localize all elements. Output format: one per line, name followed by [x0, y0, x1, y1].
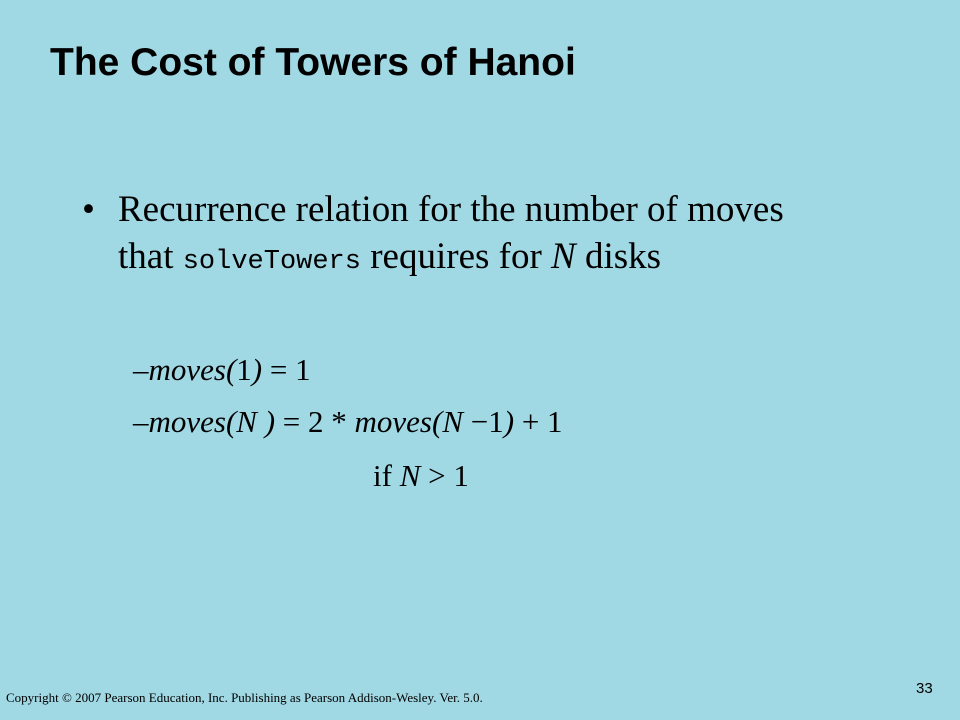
bullet-text — [118, 186, 842, 286]
page-number: 33 — [916, 680, 933, 697]
coefficient: 2 * — [308, 404, 355, 439]
equals-sign: = — [275, 404, 309, 439]
moves-arg: 1 — [236, 352, 252, 387]
sub-dash: – — [133, 404, 149, 439]
condition-line — [373, 457, 469, 494]
condition-if: if — [373, 458, 400, 493]
bullet-text-after: requires for — [360, 236, 552, 277]
sub-item-recurrence — [133, 403, 563, 440]
copyright-footer: Copyright © 2007 Pearson Education, Inc. Publishing as Pearson Addison-Wesley. Ver. 5.0. — [6, 690, 483, 705]
plus-one: + 1 — [514, 404, 563, 439]
moves-n-minus: moves(N — [354, 404, 471, 439]
bullet-text-end: disks — [575, 236, 662, 277]
code-solve-towers: solveTowers — [182, 247, 361, 277]
variable-n: N — [551, 236, 576, 277]
moves-close: ) — [503, 404, 515, 439]
moves-fn: moves( — [148, 352, 237, 387]
slide-title: The Cost of Towers of Hanoi — [50, 41, 576, 84]
bullet-item — [82, 186, 842, 286]
minus-one: −1 — [470, 404, 504, 439]
equals-sign: = — [262, 352, 296, 387]
moves-close: ) — [251, 352, 263, 387]
condition-var: N — [399, 458, 421, 493]
moves-n: moves(N ) — [148, 404, 276, 439]
sub-dash: – — [133, 352, 149, 387]
bullet-text-before: Recurrence relation for the number of moves that — [118, 189, 784, 277]
condition-rest: > 1 — [420, 458, 469, 493]
base-value: 1 — [295, 352, 311, 387]
sub-item-base-case — [133, 351, 311, 388]
bullet-marker: • — [82, 189, 95, 230]
